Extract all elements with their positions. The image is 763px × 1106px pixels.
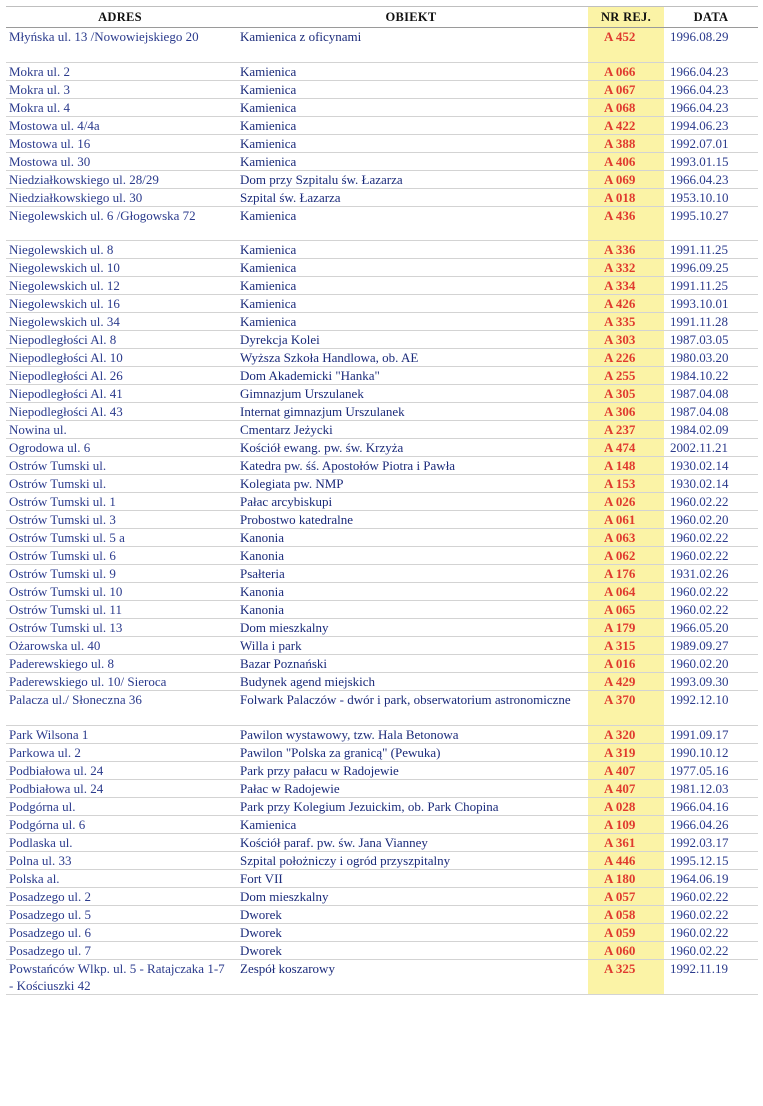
object-cell: Kamienica xyxy=(234,241,588,259)
date-cell: 1995.10.27 xyxy=(664,206,758,241)
date-cell: 1991.09.17 xyxy=(664,725,758,743)
table-row xyxy=(6,421,758,439)
date-cell: 1966.04.23 xyxy=(664,170,758,188)
date-cell: 1992.03.17 xyxy=(664,833,758,851)
object-cell: Probostwo katedralne xyxy=(234,511,588,529)
address-cell: Nowina ul. xyxy=(6,421,234,439)
table-row xyxy=(6,152,758,170)
registry-number-cell: A 180 xyxy=(588,869,664,887)
date-cell: 1964.06.19 xyxy=(664,869,758,887)
address-cell: Polna ul. 33 xyxy=(6,851,234,869)
address-cell: Parkowa ul. 2 xyxy=(6,743,234,761)
address-cell: Niedziałkowskiego ul. 28/29 xyxy=(6,170,234,188)
table-row xyxy=(6,439,758,457)
object-cell: Pałac arcybiskupi xyxy=(234,493,588,511)
object-cell: Kanonia xyxy=(234,601,588,619)
header-row xyxy=(6,7,758,28)
table-row xyxy=(6,331,758,349)
object-cell: Kamienica xyxy=(234,98,588,116)
date-cell: 1960.02.22 xyxy=(664,547,758,565)
object-cell: Fort VII xyxy=(234,869,588,887)
address-cell: Mokra ul. 3 xyxy=(6,80,234,98)
date-cell: 1987.04.08 xyxy=(664,403,758,421)
address-cell: Niepodległości Al. 41 xyxy=(6,385,234,403)
registry-number-cell: A 153 xyxy=(588,475,664,493)
address-cell: Niegolewskich ul. 10 xyxy=(6,259,234,277)
date-cell: 1960.02.20 xyxy=(664,655,758,673)
object-cell: Szpital położniczy i ogród przyszpitalny xyxy=(234,851,588,869)
address-cell: Niegolewskich ul. 6 /Głogowska 72 xyxy=(6,206,234,241)
registry-number-cell: A 067 xyxy=(588,80,664,98)
date-cell: 1992.07.01 xyxy=(664,134,758,152)
address-cell: Ostrów Tumski ul. 5 a xyxy=(6,529,234,547)
registry-number-cell: A 320 xyxy=(588,725,664,743)
address-cell: Ożarowska ul. 40 xyxy=(6,637,234,655)
address-cell: Niedziałkowskiego ul. 30 xyxy=(6,188,234,206)
table-row xyxy=(6,188,758,206)
date-cell: 1993.09.30 xyxy=(664,673,758,691)
object-cell: Park przy pałacu w Radojewie xyxy=(234,761,588,779)
date-cell: 1992.11.19 xyxy=(664,959,758,994)
date-cell: 1960.02.22 xyxy=(664,905,758,923)
object-cell: Dworek xyxy=(234,941,588,959)
table-row xyxy=(6,259,758,277)
object-cell: Dom mieszkalny xyxy=(234,887,588,905)
address-cell: Ostrów Tumski ul. 6 xyxy=(6,547,234,565)
registry-number-cell: A 028 xyxy=(588,797,664,815)
address-cell: Ostrów Tumski ul. 3 xyxy=(6,511,234,529)
object-cell: Kamienica xyxy=(234,295,588,313)
address-cell: Posadzego ul. 6 xyxy=(6,923,234,941)
date-cell: 1984.02.09 xyxy=(664,421,758,439)
table-row xyxy=(6,349,758,367)
registry-number-cell: A 069 xyxy=(588,170,664,188)
date-cell: 1966.04.23 xyxy=(664,62,758,80)
date-cell: 1991.11.25 xyxy=(664,277,758,295)
object-cell: Gimnazjum Urszulanek xyxy=(234,385,588,403)
registry-number-cell: A 407 xyxy=(588,761,664,779)
table-row xyxy=(6,959,758,994)
registry-number-cell: A 176 xyxy=(588,565,664,583)
registry-number-cell: A 452 xyxy=(588,28,664,63)
date-cell: 1977.05.16 xyxy=(664,761,758,779)
registry-number-cell: A 335 xyxy=(588,313,664,331)
object-cell: Dworek xyxy=(234,905,588,923)
address-cell: Posadzego ul. 7 xyxy=(6,941,234,959)
table-row xyxy=(6,691,758,726)
date-cell: 1960.02.22 xyxy=(664,493,758,511)
object-cell: Pawilon wystawowy, tzw. Hala Betonowa xyxy=(234,725,588,743)
address-cell: Niegolewskich ul. 16 xyxy=(6,295,234,313)
address-cell: Mokra ul. 4 xyxy=(6,98,234,116)
address-cell: Podbiałowa ul. 24 xyxy=(6,761,234,779)
date-cell: 1966.04.23 xyxy=(664,98,758,116)
column-header-obiekt: OBIEKT xyxy=(234,7,588,28)
registry-number-cell: A 059 xyxy=(588,923,664,941)
address-cell: Podgórna ul. xyxy=(6,797,234,815)
address-cell: Ostrów Tumski ul. 9 xyxy=(6,565,234,583)
date-cell: 1993.01.15 xyxy=(664,152,758,170)
registry-number-cell: A 018 xyxy=(588,188,664,206)
table-row xyxy=(6,583,758,601)
table-row xyxy=(6,941,758,959)
table-body xyxy=(6,28,758,995)
date-cell: 1980.03.20 xyxy=(664,349,758,367)
address-cell: Niepodległości Al. 8 xyxy=(6,331,234,349)
object-cell: Kamienica xyxy=(234,815,588,833)
object-cell: Dyrekcja Kolei xyxy=(234,331,588,349)
registry-number-cell: A 064 xyxy=(588,583,664,601)
registry-number-cell: A 063 xyxy=(588,529,664,547)
registry-number-cell: A 061 xyxy=(588,511,664,529)
table-row xyxy=(6,313,758,331)
registry-number-cell: A 026 xyxy=(588,493,664,511)
table-row xyxy=(6,655,758,673)
registry-number-cell: A 057 xyxy=(588,887,664,905)
date-cell: 1960.02.22 xyxy=(664,887,758,905)
object-cell: Kamienica xyxy=(234,152,588,170)
date-cell: 1930.02.14 xyxy=(664,457,758,475)
date-cell: 1966.04.23 xyxy=(664,80,758,98)
address-cell: Ogrodowa ul. 6 xyxy=(6,439,234,457)
registry-number-cell: A 446 xyxy=(588,851,664,869)
table-row xyxy=(6,511,758,529)
registry-number-cell: A 306 xyxy=(588,403,664,421)
address-cell: Paderewskiego ul. 10/ Sieroca xyxy=(6,673,234,691)
registry-number-cell: A 436 xyxy=(588,206,664,241)
date-cell: 2002.11.21 xyxy=(664,439,758,457)
address-cell: Mostowa ul. 4/4a xyxy=(6,116,234,134)
date-cell: 1960.02.22 xyxy=(664,583,758,601)
address-cell: Niepodległości Al. 10 xyxy=(6,349,234,367)
address-cell: Podgórna ul. 6 xyxy=(6,815,234,833)
address-cell: Podlaska ul. xyxy=(6,833,234,851)
object-cell: Kanonia xyxy=(234,547,588,565)
date-cell: 1960.02.22 xyxy=(664,923,758,941)
address-cell: Niegolewskich ul. 12 xyxy=(6,277,234,295)
registry-number-cell: A 060 xyxy=(588,941,664,959)
table-row xyxy=(6,547,758,565)
date-cell: 1991.11.28 xyxy=(664,313,758,331)
date-cell: 1996.09.25 xyxy=(664,259,758,277)
address-cell: Park Wilsona 1 xyxy=(6,725,234,743)
date-cell: 1931.02.26 xyxy=(664,565,758,583)
address-cell: Ostrów Tumski ul. xyxy=(6,475,234,493)
object-cell: Kamienica xyxy=(234,80,588,98)
object-cell: Kamienica xyxy=(234,277,588,295)
object-cell: Szpital św. Łazarza xyxy=(234,188,588,206)
table-row xyxy=(6,869,758,887)
table-row xyxy=(6,833,758,851)
date-cell: 1994.06.23 xyxy=(664,116,758,134)
registry-number-cell: A 315 xyxy=(588,637,664,655)
address-cell: Niegolewskich ul. 8 xyxy=(6,241,234,259)
address-cell: Podbiałowa ul. 24 xyxy=(6,779,234,797)
table-row xyxy=(6,851,758,869)
object-cell: Wyższa Szkoła Handlowa, ob. AE xyxy=(234,349,588,367)
object-cell: Bazar Poznański xyxy=(234,655,588,673)
registry-number-cell: A 148 xyxy=(588,457,664,475)
address-cell: Mostowa ul. 16 xyxy=(6,134,234,152)
date-cell: 1966.04.26 xyxy=(664,815,758,833)
object-cell: Budynek agend miejskich xyxy=(234,673,588,691)
object-cell: Kościół ewang. pw. św. Krzyża xyxy=(234,439,588,457)
date-cell: 1987.03.05 xyxy=(664,331,758,349)
table-row xyxy=(6,725,758,743)
object-cell: Internat gimnazjum Urszulanek xyxy=(234,403,588,421)
object-cell: Kanonia xyxy=(234,583,588,601)
address-cell: Niepodległości Al. 26 xyxy=(6,367,234,385)
table-row xyxy=(6,295,758,313)
date-cell: 1993.10.01 xyxy=(664,295,758,313)
date-cell: 1981.12.03 xyxy=(664,779,758,797)
registry-number-cell: A 422 xyxy=(588,116,664,134)
address-cell: Niepodległości Al. 43 xyxy=(6,403,234,421)
date-cell: 1990.10.12 xyxy=(664,743,758,761)
registry-number-cell: A 305 xyxy=(588,385,664,403)
registry-number-cell: A 388 xyxy=(588,134,664,152)
address-cell: Powstańców Wlkp. ul. 5 - Ratajczaka 1-7 - Kościuszki 42 xyxy=(6,959,234,994)
date-cell: 1960.02.20 xyxy=(664,511,758,529)
object-cell: Kamienica xyxy=(234,206,588,241)
column-header-adres: ADRES xyxy=(6,7,234,28)
object-cell: Pałac w Radojewie xyxy=(234,779,588,797)
address-cell: Niegolewskich ul. 34 xyxy=(6,313,234,331)
date-cell: 1996.08.29 xyxy=(664,28,758,63)
registry-number-cell: A 066 xyxy=(588,62,664,80)
object-cell: Dworek xyxy=(234,923,588,941)
table-row xyxy=(6,134,758,152)
table-row xyxy=(6,529,758,547)
object-cell: Kościół paraf. pw. św. Jana Vianney xyxy=(234,833,588,851)
object-cell: Kanonia xyxy=(234,529,588,547)
object-cell: Psałteria xyxy=(234,565,588,583)
table-row xyxy=(6,206,758,241)
address-cell: Mokra ul. 2 xyxy=(6,62,234,80)
table-row xyxy=(6,98,758,116)
object-cell: Katedra pw. śś. Apostołów Piotra i Pawła xyxy=(234,457,588,475)
table-row xyxy=(6,116,758,134)
address-cell: Młyńska ul. 13 /Nowowiejskiego 20 xyxy=(6,28,234,63)
object-cell: Kamienica xyxy=(234,116,588,134)
column-header-data: DATA xyxy=(664,7,758,28)
table-row xyxy=(6,403,758,421)
registry-number-cell: A 179 xyxy=(588,619,664,637)
registry-number-cell: A 062 xyxy=(588,547,664,565)
registry-number-cell: A 065 xyxy=(588,601,664,619)
registry-number-cell: A 370 xyxy=(588,691,664,726)
date-cell: 1966.04.16 xyxy=(664,797,758,815)
table-row xyxy=(6,815,758,833)
registry-number-cell: A 426 xyxy=(588,295,664,313)
registry-number-cell: A 237 xyxy=(588,421,664,439)
table-row xyxy=(6,565,758,583)
address-cell: Paderewskiego ul. 8 xyxy=(6,655,234,673)
address-cell: Palacza ul./ Słoneczna 36 xyxy=(6,691,234,726)
object-cell: Kamienica xyxy=(234,259,588,277)
date-cell: 1960.02.22 xyxy=(664,601,758,619)
table-row xyxy=(6,28,758,63)
object-cell: Kolegiata pw. NMP xyxy=(234,475,588,493)
address-cell: Mostowa ul. 30 xyxy=(6,152,234,170)
table-row xyxy=(6,761,758,779)
object-cell: Kamienica xyxy=(234,134,588,152)
object-cell: Kamienica xyxy=(234,62,588,80)
object-cell: Dom Akademicki "Hanka" xyxy=(234,367,588,385)
registry-number-cell: A 058 xyxy=(588,905,664,923)
table-row xyxy=(6,475,758,493)
registry-number-cell: A 406 xyxy=(588,152,664,170)
registry-number-cell: A 325 xyxy=(588,959,664,994)
table-row xyxy=(6,62,758,80)
address-cell: Ostrów Tumski ul. 13 xyxy=(6,619,234,637)
address-cell: Posadzego ul. 5 xyxy=(6,905,234,923)
object-cell: Folwark Palaczów - dwór i park, obserwatorium astronomiczne xyxy=(234,691,588,726)
table-row xyxy=(6,779,758,797)
registry-number-cell: A 407 xyxy=(588,779,664,797)
table-row xyxy=(6,923,758,941)
table-row xyxy=(6,887,758,905)
table-row xyxy=(6,743,758,761)
table-row xyxy=(6,241,758,259)
object-cell: Pawilon "Polska za granicą" (Pewuka) xyxy=(234,743,588,761)
table-row xyxy=(6,277,758,295)
registry-number-cell: A 361 xyxy=(588,833,664,851)
table-row xyxy=(6,673,758,691)
table-header xyxy=(6,7,758,28)
registry-document xyxy=(6,6,758,995)
date-cell: 1960.02.22 xyxy=(664,529,758,547)
address-cell: Ostrów Tumski ul. 10 xyxy=(6,583,234,601)
table-row xyxy=(6,80,758,98)
registry-number-cell: A 255 xyxy=(588,367,664,385)
table-row xyxy=(6,797,758,815)
date-cell: 1984.10.22 xyxy=(664,367,758,385)
registry-number-cell: A 429 xyxy=(588,673,664,691)
address-cell: Posadzego ul. 2 xyxy=(6,887,234,905)
object-cell: Park przy Kolegium Jezuickim, ob. Park Chopina xyxy=(234,797,588,815)
registry-number-cell: A 332 xyxy=(588,259,664,277)
object-cell: Dom mieszkalny xyxy=(234,619,588,637)
registry-number-cell: A 109 xyxy=(588,815,664,833)
table-row xyxy=(6,493,758,511)
address-cell: Polska al. xyxy=(6,869,234,887)
registry-number-cell: A 334 xyxy=(588,277,664,295)
registry-number-cell: A 016 xyxy=(588,655,664,673)
object-cell: Zespół koszarowy xyxy=(234,959,588,994)
object-cell: Cmentarz Jeżycki xyxy=(234,421,588,439)
table-row xyxy=(6,385,758,403)
registry-number-cell: A 319 xyxy=(588,743,664,761)
table-row xyxy=(6,619,758,637)
address-cell: Ostrów Tumski ul. xyxy=(6,457,234,475)
date-cell: 1989.09.27 xyxy=(664,637,758,655)
monument-registry-table xyxy=(6,6,758,995)
date-cell: 1992.12.10 xyxy=(664,691,758,726)
registry-number-cell: A 303 xyxy=(588,331,664,349)
table-row xyxy=(6,905,758,923)
date-cell: 1991.11.25 xyxy=(664,241,758,259)
date-cell: 1960.02.22 xyxy=(664,941,758,959)
date-cell: 1995.12.15 xyxy=(664,851,758,869)
column-header-nr-rej: NR REJ. xyxy=(588,7,664,28)
date-cell: 1953.10.10 xyxy=(664,188,758,206)
object-cell: Dom przy Szpitalu św. Łazarza xyxy=(234,170,588,188)
table-row xyxy=(6,637,758,655)
table-row xyxy=(6,367,758,385)
table-row xyxy=(6,457,758,475)
table-row xyxy=(6,170,758,188)
address-cell: Ostrów Tumski ul. 11 xyxy=(6,601,234,619)
date-cell: 1930.02.14 xyxy=(664,475,758,493)
object-cell: Kamienica z oficynami xyxy=(234,28,588,63)
object-cell: Willa i park xyxy=(234,637,588,655)
registry-number-cell: A 226 xyxy=(588,349,664,367)
date-cell: 1966.05.20 xyxy=(664,619,758,637)
registry-number-cell: A 336 xyxy=(588,241,664,259)
table-row xyxy=(6,601,758,619)
registry-number-cell: A 068 xyxy=(588,98,664,116)
registry-number-cell: A 474 xyxy=(588,439,664,457)
object-cell: Kamienica xyxy=(234,313,588,331)
address-cell: Ostrów Tumski ul. 1 xyxy=(6,493,234,511)
date-cell: 1987.04.08 xyxy=(664,385,758,403)
